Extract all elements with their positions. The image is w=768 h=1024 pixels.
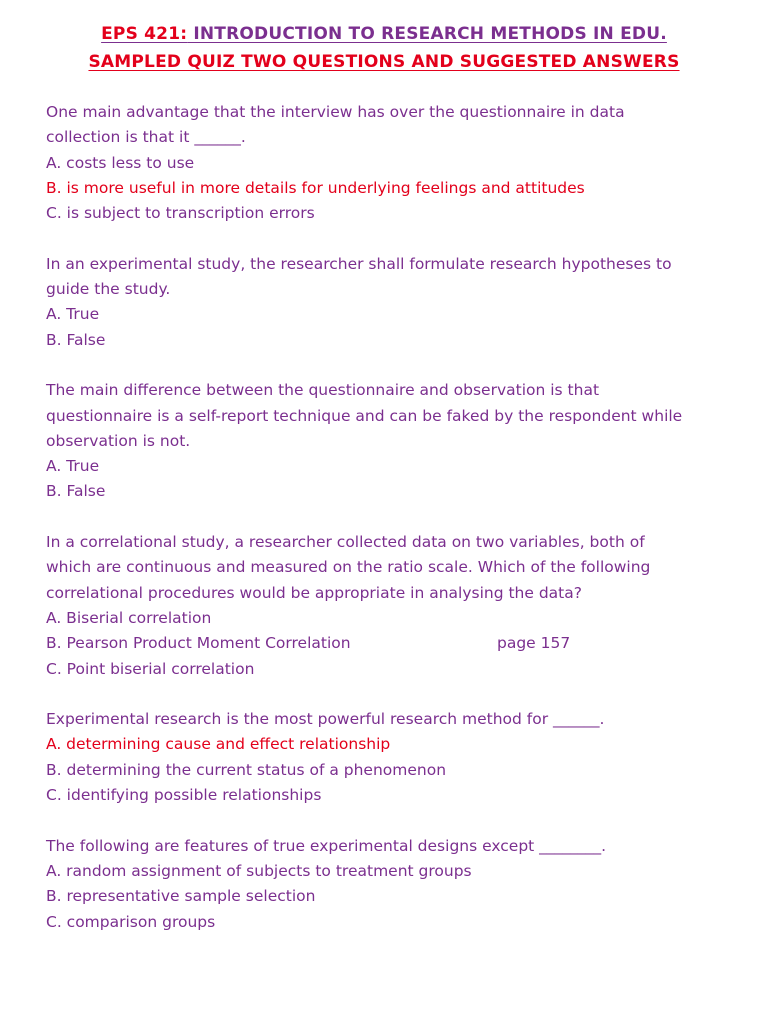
option-text: B. False <box>46 482 106 501</box>
option-text: B. False <box>46 330 106 349</box>
answer-option <box>46 631 736 656</box>
question-block <box>46 378 736 504</box>
answer-option <box>46 479 736 504</box>
answer-option <box>46 859 736 884</box>
question-stem-line: guide the study. <box>46 280 171 299</box>
question-stem-line: correlational procedures would be appropriate in analysing the data? <box>46 583 582 602</box>
option-text: A. Biserial correlation <box>46 608 212 627</box>
answer-option <box>46 454 736 479</box>
question-stem-line: One main advantage that the interview has over the questionnaire in data <box>46 103 625 121</box>
question-stem-line: questionnaire is a self-report technique and can be faked by the respondent while <box>46 406 683 425</box>
option-text: B. representative sample selection <box>46 887 316 906</box>
answer-option <box>46 758 736 783</box>
question-stem-line: observation is not. <box>46 431 191 450</box>
option-text: C. is subject to transcription errors <box>46 204 315 223</box>
answer-option <box>46 606 736 631</box>
option-text: A. True <box>46 305 100 324</box>
document-subtitle <box>0 52 768 72</box>
answer-option <box>46 783 736 808</box>
answer-option <box>46 910 736 935</box>
question-stem-line: In a correlational study, a researcher collected data on two variables, both of <box>46 533 645 552</box>
option-text: B. is more useful in more details for underlying feelings and attitudes <box>46 178 585 197</box>
answer-option <box>46 884 736 909</box>
course-title: INTRODUCTION TO RESEARCH METHODS IN EDU. <box>187 24 667 44</box>
question-stem-line: collection is that it ______. <box>46 128 246 147</box>
option-text: C. comparison groups <box>46 912 216 931</box>
answer-option <box>46 151 736 176</box>
question-stem-line: The main difference between the questionnaire and observation is that <box>46 381 600 400</box>
question-block <box>46 252 736 353</box>
option-text: A. random assignment of subjects to treatment groups <box>46 861 472 880</box>
answer-option <box>46 201 736 226</box>
question-stem-line: In an experimental study, the researcher shall formulate research hypotheses to <box>46 254 672 273</box>
option-text: A. True <box>46 457 100 476</box>
answer-option <box>46 328 736 353</box>
option-text: A. costs less to use <box>46 153 195 172</box>
option-text: C. identifying possible relationships <box>46 786 322 805</box>
answer-option <box>46 302 736 327</box>
question-block <box>46 530 736 682</box>
option-text: C. Point biserial correlation <box>46 659 255 678</box>
answer-option-highlighted <box>46 176 736 201</box>
question-stem-line: The following are features of true experimental designs except ________. <box>46 836 607 855</box>
document-title <box>0 24 768 44</box>
page-reference-note: page 157 <box>497 634 571 653</box>
question-stem-line: which are continuous and measured on the ratio scale. Which of the following <box>46 558 651 577</box>
question-block <box>46 100 736 226</box>
option-text: B. determining the current status of a phenomenon <box>46 760 447 779</box>
option-text: B. Pearson Product Moment Correlation <box>46 634 351 653</box>
answer-option <box>46 657 736 682</box>
question-list <box>46 100 736 960</box>
option-text: A. determining cause and effect relationship <box>46 735 391 754</box>
answer-option-highlighted <box>46 732 736 757</box>
subtitle-text: SAMPLED QUIZ TWO QUESTIONS AND SUGGESTED ANSWERS <box>88 52 680 72</box>
course-code: EPS 421: <box>101 24 188 44</box>
question-block <box>46 834 736 935</box>
question-stem-line: Experimental research is the most powerful research method for ______. <box>46 710 605 729</box>
question-block <box>46 707 736 808</box>
